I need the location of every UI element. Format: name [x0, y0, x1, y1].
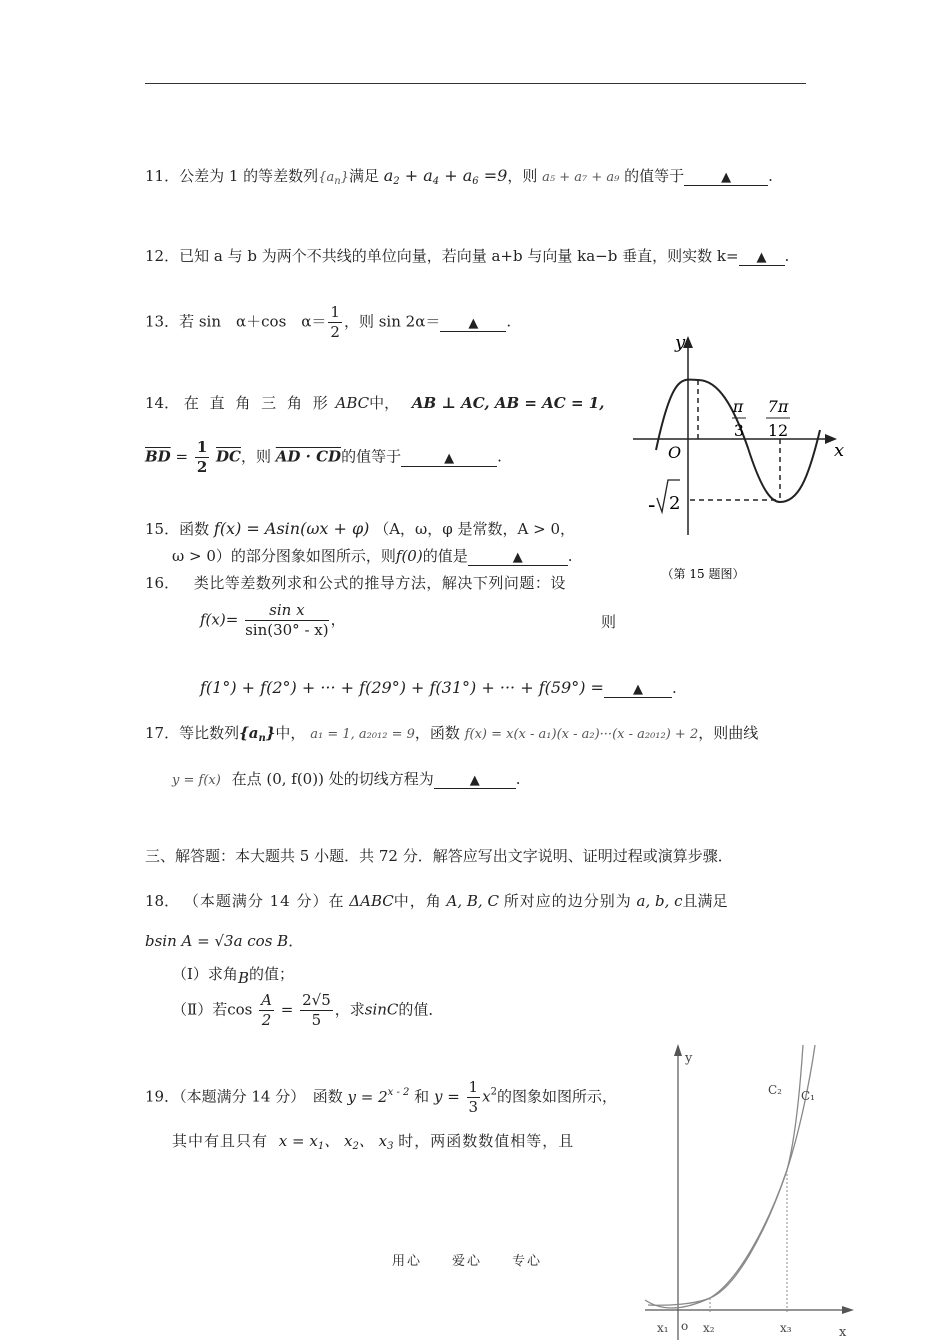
question-text: ，求	[334, 1000, 365, 1019]
question-text: 若 sin α＋cos α＝	[179, 312, 327, 331]
question-text: ，函数	[414, 724, 460, 742]
question-18	[145, 890, 728, 911]
sin-c: sinC	[364, 1000, 399, 1019]
answer-blank[interactable]: ▲	[440, 315, 506, 332]
question-number: 12．	[145, 247, 180, 265]
question-18-part1	[172, 963, 294, 987]
y-axis-arrow	[674, 1044, 682, 1056]
question-text: 所对应的边分别为	[503, 892, 632, 910]
section-heading: 三、解答题：本大题共 5 小题．共 72 分．解答应写出文字说明、证明过程或演算步骤．	[145, 847, 733, 865]
question-text: 的值是	[422, 547, 468, 565]
condition: a₁ = 1, a₂₀₁₂ = 9	[310, 727, 415, 742]
neg-sign: -	[648, 493, 656, 518]
question-text: 时，两函数数值相等，且	[398, 1132, 575, 1150]
origin-label: O	[668, 443, 682, 462]
question-16	[145, 572, 566, 593]
question-18-part2: （Ⅱ）若cos $\frac{A}{2}$ = $\frac{2√5}{5}$ ，求sinC的值．	[172, 991, 444, 1029]
fraction: $\frac{1}{2}$	[196, 438, 208, 476]
figure-15-sine-graph	[628, 330, 850, 585]
origin-label: o	[681, 1319, 689, 1333]
7pi-over-12-numerator: 7π	[767, 397, 789, 416]
y-label: y	[675, 332, 686, 353]
question-text: 等比数列	[179, 724, 240, 742]
question-number: 15．	[145, 520, 180, 538]
question-15	[145, 518, 575, 539]
vector-dc: $\overline{DC}$	[216, 447, 241, 466]
answer-blank[interactable]: ▲	[468, 549, 568, 566]
fraction: $\frac{1}{3}$	[468, 1078, 479, 1116]
answer-blank[interactable]: ▲	[434, 772, 516, 789]
question-text: （A，ω，φ 是常数，A > 0，	[374, 520, 576, 538]
question-17	[145, 722, 758, 744]
fraction: $\frac{A}{2}$	[261, 991, 272, 1029]
triangle-name: ABC	[335, 394, 370, 412]
question-16-fx: f(x)= $\frac{\text{sin x}}{\sin(30^\circ - x)}$ ，	[200, 601, 346, 639]
condition: AB ⊥ AC, AB = AC = 1,	[411, 394, 605, 412]
question-16-sum: f(1°) + f(2°) + ··· + f(29°) + f(31°) + ··· + f(59°) = ▲ .	[200, 678, 677, 697]
question-text: 公差为 1 的等差数列	[179, 167, 319, 185]
vector-bd: $\overline{BD}$	[145, 447, 171, 466]
question-text: 在 直 角 三 角 形	[183, 394, 331, 412]
angle-b: B	[237, 969, 249, 987]
curve-c2	[648, 1045, 815, 1305]
sequence-symbol: $\{a_n\}$	[239, 724, 276, 744]
question-text: 的值等于	[341, 447, 402, 466]
question-text: 则	[601, 613, 617, 631]
question-text: ，则 sin 2α＝	[343, 312, 441, 331]
question-text: （本题满分 14 分）在	[183, 892, 345, 910]
question-number: 16．	[145, 574, 180, 592]
question-number: 18．	[145, 892, 180, 910]
question-number: 13．	[145, 312, 180, 331]
question-text: ，则曲线	[698, 724, 759, 742]
7pi-over-12-denominator: 12	[767, 421, 789, 440]
part-label: （Ⅰ）求角	[172, 965, 238, 983]
f-of-x: f(x)=	[200, 610, 239, 629]
question-11: 11．公差为 1 的等差数列$\{a_n\}$满足 $a_2 + a_4 + a_6 =9$，则 a₅ + a₇ + a₉ 的值等于 ▲ .	[145, 166, 773, 187]
answer-blank[interactable]: ▲	[604, 681, 672, 698]
question-text: 已知 a 与 b 为两个不共线的单位向量，若向量 a+b 与向量 ka−b 垂直，则实数 k=	[179, 247, 739, 265]
question-17-line2: y = f(x) 在点 (0, f(0)) 处的切线方程为 ▲ .	[172, 770, 521, 788]
question-13: 13．若 sin α＋cos α＝ $\frac{1}{2}$ ，则 sin 2α＝ ▲ .	[145, 303, 512, 341]
question-text: 类比等差数列求和公式的推导方法，解决下列问题：设	[193, 574, 566, 592]
curve-expression: y = f(x)	[172, 773, 221, 788]
question-text: 中，角	[393, 892, 442, 910]
c2-label: C₂	[768, 1083, 782, 1097]
question-text: 且满足	[682, 892, 728, 910]
question-number: 17．	[145, 724, 180, 742]
question-14	[145, 392, 604, 413]
question-text: 在点 (0, f(0)) 处的切线方程为	[231, 770, 434, 788]
x3-label: x₃	[780, 1321, 792, 1335]
question-text: 的值等于	[624, 167, 685, 185]
question-text: 满足	[348, 167, 379, 185]
sequence-symbol: $\{a_n\}$	[318, 170, 349, 187]
part-label: （Ⅱ）若	[172, 1000, 228, 1019]
x-label: x	[839, 1325, 847, 1340]
dot-product: AD · CD	[275, 447, 342, 466]
figure-caption: （第 15 题图）	[661, 567, 745, 581]
question-text: 的值；	[248, 965, 294, 983]
fraction: $\frac{1}{2}$	[330, 303, 340, 341]
header-rule	[145, 83, 806, 84]
y-label: y	[685, 1051, 693, 1066]
question-12: 12．已知 a 与 b 为两个不共线的单位向量，若向量 a+b 与向量 ka−b 垂直，则实数 k= ▲ .	[145, 247, 790, 265]
pi-over-3-denominator: 3	[733, 421, 745, 440]
x2-label: x₂	[703, 1321, 715, 1335]
x-label: x	[834, 440, 845, 461]
x-values: $x = x_1$、 $x_2$、 $x_3$	[278, 1132, 394, 1152]
question-text: 中，	[369, 394, 400, 412]
f-zero: f(0)	[395, 547, 423, 565]
function-expression: f(x) = x(x - a₁)(x - a₂)···(x - a₂₀₁₂) + 2	[464, 727, 699, 742]
question-14-line2: $\overline{BD}$ = $\frac{1}{2}$ $\overline{DC}$，则 AD · CD的值等于 ▲ .	[145, 438, 502, 476]
question-15-line2: ω > 0）的部分图象如图所示，则f(0)的值是 ▲ .	[172, 547, 573, 565]
question-number: 14．	[145, 394, 180, 412]
fraction: $\frac{\text{sin x}}{\sin(30^\circ - x)}$	[245, 601, 329, 639]
question-text: 中，	[275, 724, 306, 742]
page-footer: 用心 爱心 专心	[392, 1254, 543, 1269]
question-19: 19．（本题满分 14 分） 函数 $y = 2^{x - 2}$ 和 y = $\frac{1}{3}$ $x^2$的图象如图所示，	[145, 1078, 617, 1116]
question-text: ，则	[241, 447, 272, 466]
sum-expression: f(1°) + f(2°) + ··· + f(29°) + f(31°) + ··· + f(59°) =	[200, 678, 604, 697]
side-names: a, b, c	[636, 892, 683, 910]
sum-expression: $a_2 + a_4 + a_6 =9$	[383, 166, 508, 187]
sqrt2-value: 2	[669, 493, 681, 514]
question-text: ω > 0）的部分图象如图所示，则	[172, 547, 396, 565]
question-18-condition: bsin A = √3a cos B．	[145, 932, 304, 950]
function-2: y =	[433, 1087, 460, 1106]
x1-label: x₁	[657, 1321, 669, 1335]
x-axis-arrow	[842, 1306, 854, 1314]
question-text: 和	[414, 1087, 430, 1106]
function-expression: f(x) = Asin(ωx + φ)	[213, 519, 370, 538]
angle-names: A, B, C	[446, 892, 499, 910]
question-text: 函数	[179, 520, 210, 538]
question-text: 其中有且只有	[172, 1132, 269, 1150]
question-number: 19．	[145, 1087, 180, 1106]
fraction: $\frac{2√5}{5}$	[302, 991, 331, 1029]
question-text: 的值．	[398, 1000, 444, 1019]
figure-19-exponential-graph	[640, 1040, 862, 1344]
answer-blank[interactable]: ▲	[739, 249, 785, 266]
condition: bsin A = √3a cos B	[145, 932, 289, 950]
answer-blank[interactable]: ▲	[684, 169, 768, 186]
triangle-name: ΔABC	[349, 892, 394, 910]
question-text: ，则	[507, 167, 538, 185]
pi-over-3-numerator: π	[732, 397, 744, 416]
target-expression: a₅ + a₇ + a₉	[542, 170, 620, 185]
question-19-line2	[172, 1130, 574, 1152]
function-1: $y = 2^{x - 2}$	[347, 1086, 410, 1106]
answer-blank[interactable]: ▲	[401, 450, 497, 467]
question-number: 11．	[145, 167, 180, 185]
question-text: （本题满分 14 分） 函数	[179, 1087, 343, 1106]
question-text: 的图象如图所示，	[496, 1087, 617, 1106]
c1-label: C₁	[801, 1089, 815, 1103]
